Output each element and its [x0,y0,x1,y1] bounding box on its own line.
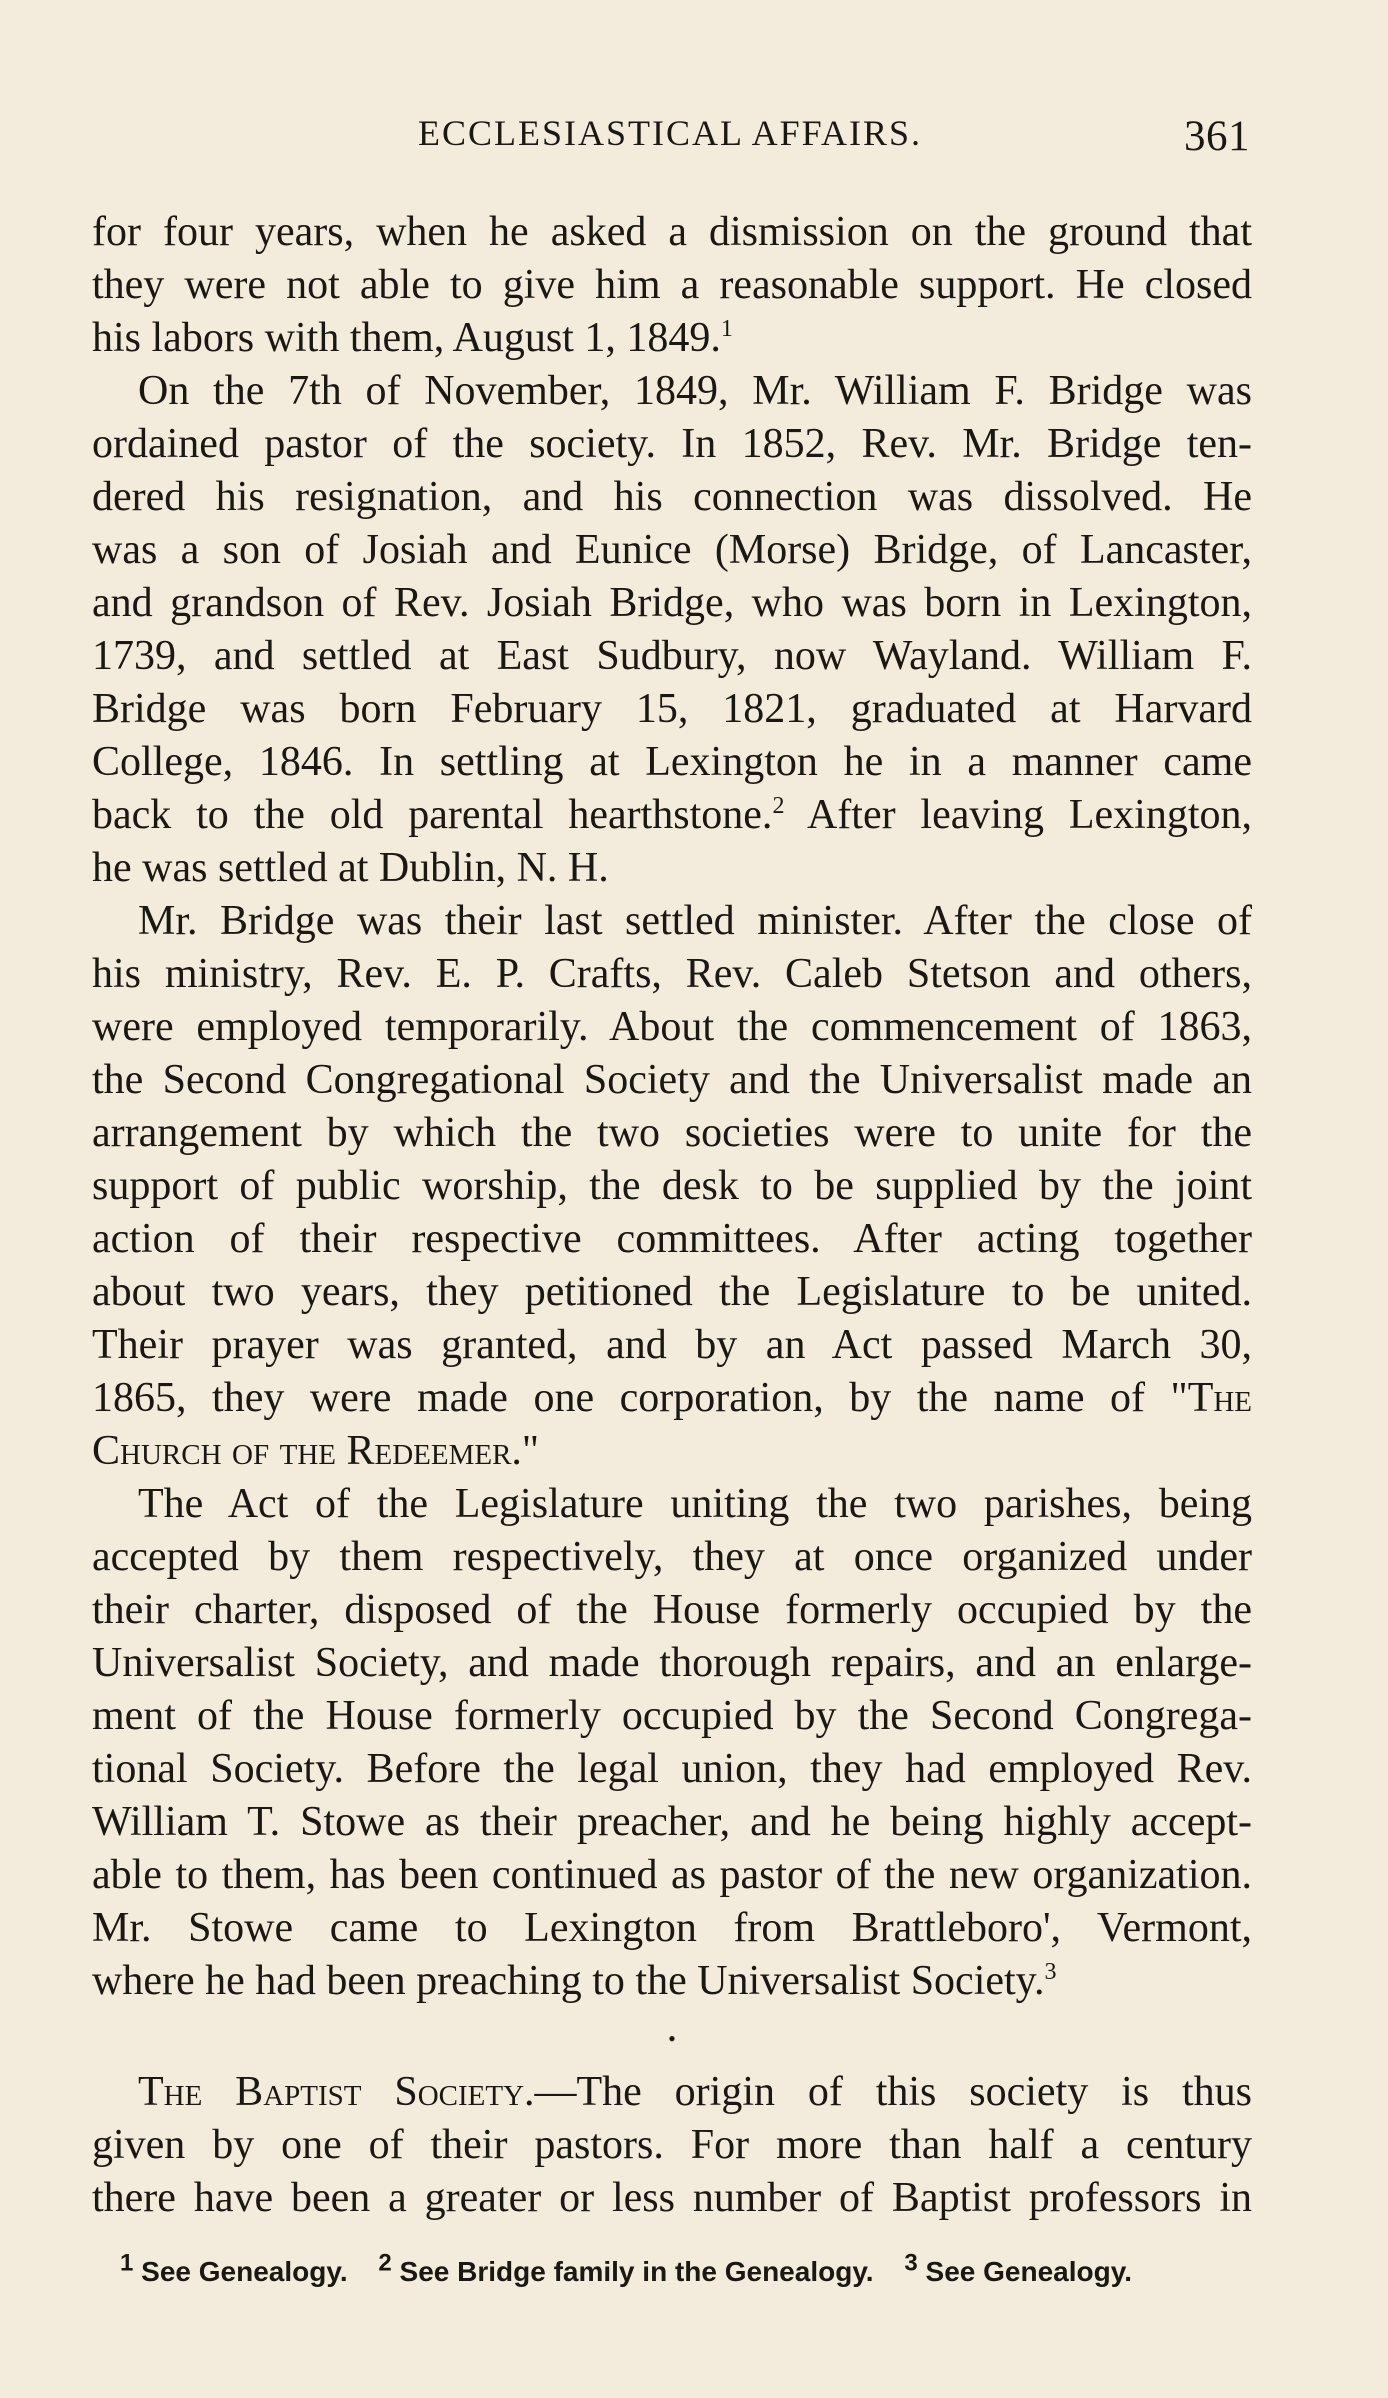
text-line: support of public worship, the desk to be supplied by the joint [92,1163,1252,1209]
body-text [92,206,1252,2225]
text-line [92,1955,1252,2008]
text-span: back to the old parental hearthstone. [92,792,773,838]
text-line: they were not able to give him a reasonable support. He closed [92,262,1252,308]
small-caps-text: Church of the Redeemer. [92,1428,522,1474]
text-span: —The origin of this society is thus [534,2069,1252,2115]
text-line: able to them, has been continued as pastor of the new organization. [92,1852,1252,1898]
text-line: William T. Stowe as their preacher, and he being highly accept- [92,1799,1252,1845]
footnote [904,2249,1132,2287]
text-line: Bridge was born February 15, 1821, graduated at Harvard [92,686,1252,732]
text-span: 1865, they were made one corporation, by the name of " [92,1375,1188,1421]
text-line: 1739, and settled at East Sudbury, now Wayland. William F. [92,633,1252,679]
text-line: and grandson of Rev. Josiah Bridge, who was born in Lexington, [92,580,1252,626]
text-line: ordained pastor of the society. In 1852, Rev. Mr. Bridge ten- [92,421,1252,467]
text-line: Their prayer was granted, and by an Act passed March 30, [92,1322,1252,1368]
paragraph-3 [92,895,1252,1478]
footnote-marker: 2 [378,2249,392,2277]
text-line: there have been a greater or less number of Baptist professors in [92,2175,1252,2221]
footnote [378,2249,874,2287]
text-span: " [521,1428,540,1474]
text-line: The Act of the Legislature uniting the two parishes, being [138,1481,1252,1527]
text-line: given by one of their pastors. For more than half a century [92,2122,1252,2168]
text-span: his labors with them, August 1, 1849. [92,315,721,361]
footnote-text: See Genealogy. [917,2256,1132,2287]
footnote-marker: 3 [904,2249,918,2277]
running-head [90,112,1250,162]
text-line: the Second Congregational Society and the Universalist made an [92,1057,1252,1103]
footnotes [120,2249,1230,2296]
footnote-marker: 1 [120,2249,134,2277]
text-line: his ministry, Rev. E. P. Crafts, Rev. Caleb Stetson and others, [92,951,1252,997]
running-title: ECCLESIASTICAL AFFAIRS. [417,113,923,153]
text-line: Universalist Society, and made thorough repairs, and an enlarge- [92,1640,1252,1686]
footnote-text: See Bridge family in the Genealogy. [391,2256,874,2287]
text-line [92,1372,1252,1425]
text-line [92,789,1252,842]
text-line: ment of the House formerly occupied by the Second Congrega- [92,1693,1252,1739]
section-separator: • [668,2026,676,2051]
text-line: was a son of Josiah and Eunice (Morse) Bridge, of Lancaster, [92,527,1252,573]
page-number: 361 [1184,113,1250,160]
text-line: Mr. Bridge was their last settled minister. After the close of [138,898,1252,944]
section-heading: The Baptist Society. [138,2069,535,2115]
paragraph-1 [92,206,1252,365]
text-line: arrangement by which the two societies were to unite for the [92,1110,1252,1156]
text-line: accepted by them respectively, they at once organized under [92,1534,1252,1580]
paragraph-4 [92,1478,1252,2008]
footnote-ref: 1 [720,316,733,342]
footnote-ref: 3 [1044,1959,1057,1985]
text-line [92,1425,1252,1478]
footnote-ref: 2 [772,793,785,819]
text-line: he was settled at Dublin, N. H. [92,845,609,891]
text-line: about two years, they petitioned the Legislature to be united. [92,1269,1252,1315]
text-line: action of their respective committees. After acting together [92,1216,1252,1262]
text-line [92,2066,1252,2119]
footnote-text: See Genealogy. [133,2256,348,2287]
text-line: College, 1846. In settling at Lexington he in a manner came [92,739,1252,785]
text-line: dered his resignation, and his connection was dissolved. He [92,474,1252,520]
paragraph-2 [92,365,1252,895]
text-line: On the 7th of November, 1849, Mr. William F. Bridge was [138,368,1252,414]
text-span: where he had been preaching to the Universalist Society. [92,1958,1045,2004]
footnote [120,2249,348,2287]
text-line: were employed temporarily. About the commencement of 1863, [92,1004,1252,1050]
paragraph-5 [92,2066,1252,2225]
text-line: their charter, disposed of the House formerly occupied by the [92,1587,1252,1633]
text-line: Mr. Stowe came to Lexington from Brattleboro', Vermont, [92,1905,1252,1951]
text-span: After leaving Lexington, [784,792,1252,838]
text-line [92,312,1252,365]
text-line: tional Society. Before the legal union, they had employed Rev. [92,1746,1252,1792]
text-line: for four years, when he asked a dismission on the ground that [92,209,1252,255]
small-caps-text: The [1187,1375,1252,1421]
